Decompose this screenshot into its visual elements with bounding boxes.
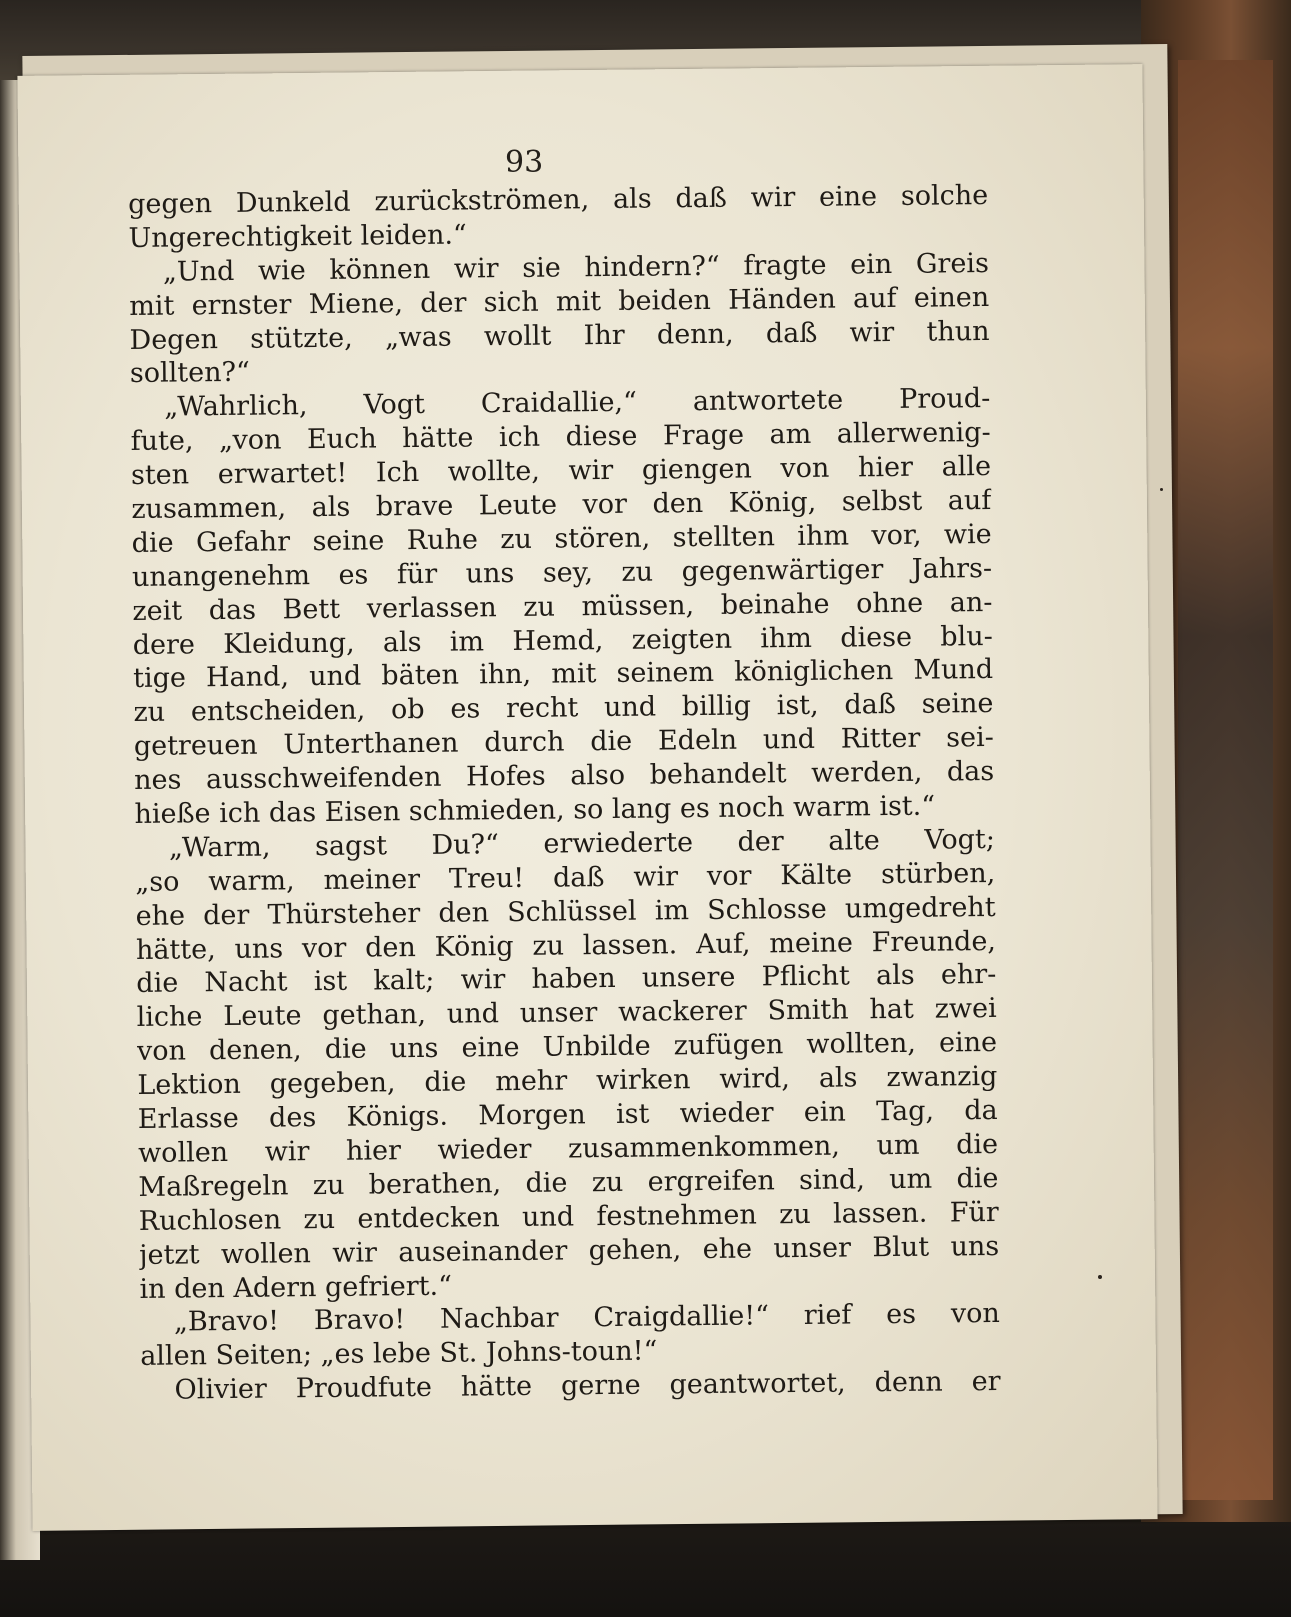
text-line: von denen, die uns eine Unbilde zufügen wollten, eine [136,1027,998,1068]
text-line: „Und wie können wir sie hindern?“ fragte ein Greis [162,247,989,288]
text-line: „Bravo! Bravo! Nachbar Craigdallie!“ rief es von [173,1298,1000,1338]
text-line: „so warm, meiner Treu! daß wir vor Kälte stürben, [135,857,996,898]
text-line: Erlasse des Königs. Morgen ist wieder ein Tag, da [137,1094,998,1135]
page-number: 93 [505,145,544,180]
text-line: dere Kleidung, als im Hemd, zeigten ihm diese blu- [132,620,993,661]
text-line: „Wahrlich, Vogt Craidallie,“ antwortete Proud- [164,383,991,423]
ink-speck [1160,488,1163,491]
book-spine-leather [1178,60,1273,1500]
text-line: Maßregeln zu berathen, die zu ergreifen sind, um die [138,1162,999,1203]
text-line: fute, „von Euch hätte ich diese Frage am allerwenig- [130,417,991,458]
text-line: sollten?“ [129,357,250,390]
text-line: liche Leute gethan, und unser wackerer Smith hat zwei [136,993,997,1034]
text-line: „Warm, sagst Du?“ erwiederte der alte Vogt; [168,823,996,864]
text-line: allen Seiten; „es lebe St. Johns-toun!“ [140,1335,658,1373]
text-line: sten erwartet! Ich wollte, wir giengen von hier alle [130,451,992,492]
text-line: hätte, uns vor den König zu lassen. Auf, meine Freunde, [135,925,997,966]
text-line: die Gefahr seine Ruhe zu stören, stellten ihm vor, wie [131,518,992,559]
text-line: Olivier Proudfute hätte gerne geantwortet, denn er [174,1366,1001,1406]
text-line: Lektion gegeben, die mehr wirken wird, als zwanzig [137,1061,998,1102]
text-line: gegen Dunkeld zurückströmen, als daß wir eine solche [128,179,989,220]
book-cover-bottom [0,1522,1291,1617]
text-line: zu entscheiden, ob es recht und billig ist, daß seine [133,688,994,729]
text-line: jetzt wollen wir auseinander gehen, ehe unser Blut uns [139,1230,1000,1271]
text-line: ehe der Thürsteher den Schlüssel im Schlosse umgedreht [135,891,996,932]
text-line: die Nacht ist kalt; wir haben unsere Pflicht als ehr- [136,959,997,1000]
text-line: zeit das Bett verlassen zu müssen, beinahe ohne an- [132,586,993,627]
ink-speck [1098,1275,1102,1279]
text-line: mit ernster Miene, der sich mit beiden Händen auf einen [129,281,990,322]
text-line: zusammen, als brave Leute vor den König, selbst auf [131,484,992,525]
text-line: wollen wir hier wieder zusammenkommen, um die [137,1128,999,1169]
text-line: nes ausschweifenden Hofes also behandelt werden, das [134,756,995,797]
page-text [128,179,1001,1408]
text-line: Ruchlosen zu entdecken und festnehmen zu lassen. Für [138,1196,999,1237]
text-line: getreuen Unterthanen durch die Edeln und Ritter sei- [133,722,994,763]
text-line: tige Hand, und bäten ihn, mit seinem königlichen Mund [132,654,994,695]
text-line: hieße ich das Eisen schmieden, so lang es noch warm ist.“ [134,790,936,830]
text-line: Ungerechtigkeit leiden.“ [128,219,467,254]
text-line: Degen stützte, „was wollt Ihr denn, daß wir thun [129,315,990,356]
text-line: unangenehm es für uns sey, zu gegenwärtiger Jahrs- [131,552,993,593]
text-line: in den Adern gefriert.“ [139,1270,453,1305]
